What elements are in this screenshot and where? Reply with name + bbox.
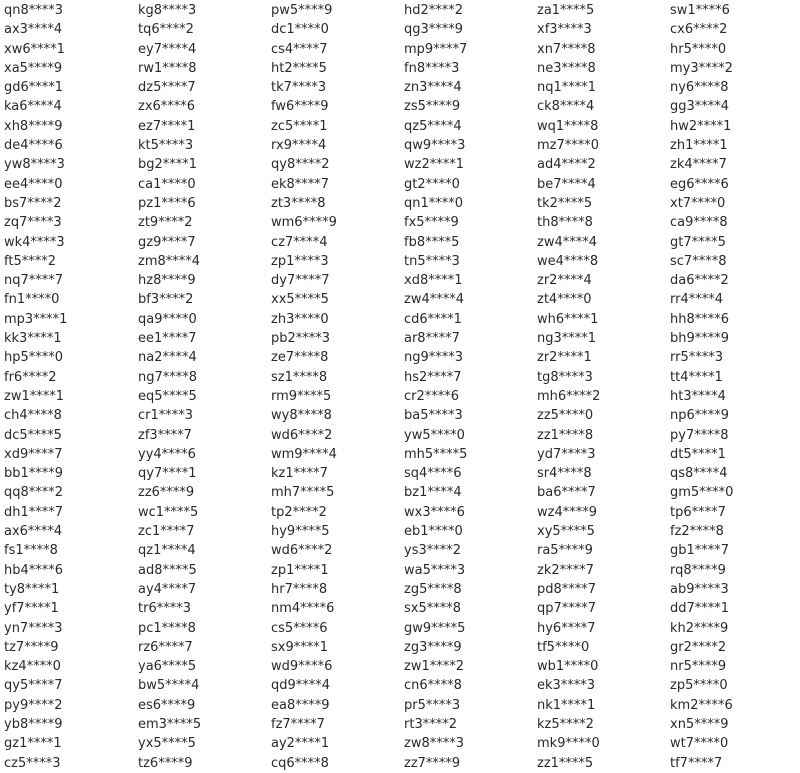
list-column-2 (134, 0, 267, 771)
list-item: dy7****7 (271, 273, 330, 289)
list-item: kt5****3 (138, 138, 194, 154)
list-item: qa9****0 (138, 311, 197, 327)
list-item: em3****5 (138, 716, 202, 732)
list-item: zp1****3 (271, 253, 329, 269)
list-column-6 (666, 0, 799, 771)
list-item: wk4****3 (4, 234, 65, 250)
list-item: xy5****5 (537, 524, 595, 540)
list-item: pd8****7 (537, 581, 597, 597)
list-item: sx5****8 (404, 601, 462, 617)
list-item: ay4****7 (138, 581, 197, 597)
list-item: ez7****1 (138, 118, 196, 134)
list-item: hr5****0 (670, 41, 727, 57)
list-item: kg8****3 (138, 3, 197, 18)
list-item: sx9****1 (271, 639, 329, 655)
list-item: dz5****7 (138, 80, 196, 96)
list-item: xw6****1 (4, 41, 65, 57)
list-item: gm5****0 (670, 485, 734, 501)
list-item: cz7****4 (271, 234, 328, 250)
list-item: tn5****3 (404, 253, 460, 269)
list-item: cq6****8 (271, 755, 329, 771)
list-item: yx5****5 (138, 736, 196, 752)
list-item: qn8****3 (4, 3, 64, 18)
list-item: bs7****2 (4, 195, 62, 211)
list-item: tz6****9 (138, 755, 193, 771)
list-item: fn1****0 (4, 292, 60, 308)
list-item: pz1****6 (138, 195, 196, 211)
list-item: ek8****7 (271, 176, 330, 192)
list-item: dh1****7 (4, 504, 64, 520)
list-item: kh2****9 (670, 620, 729, 636)
list-item: zh1****1 (670, 138, 728, 154)
list-item: bg2****1 (138, 157, 198, 173)
list-item: bz1****4 (404, 485, 462, 501)
list-item: dd7****1 (670, 601, 730, 617)
list-item: qd9****4 (271, 678, 331, 694)
list-item: tp2****2 (271, 504, 327, 520)
list-item: py7****8 (670, 427, 729, 443)
list-item: zz1****8 (537, 427, 594, 443)
list-item: qy7****1 (138, 466, 197, 482)
list-item: fz7****7 (271, 716, 325, 732)
list-item: hy9****5 (271, 524, 330, 540)
list-item: ay2****1 (271, 736, 330, 752)
list-item: ea8****9 (271, 697, 330, 713)
list-item: gz1****1 (4, 736, 62, 752)
list-item: qn1****0 (404, 195, 464, 211)
list-item: ng9****3 (404, 350, 464, 366)
list-item: rt3****2 (404, 716, 457, 732)
list-item: zt3****8 (271, 195, 326, 211)
list-item: cr1****3 (138, 408, 194, 424)
list-item: mp9****7 (404, 41, 468, 57)
list-item: tk7****3 (271, 80, 327, 96)
list-item: wd9****6 (271, 659, 333, 675)
list-item: qg3****9 (404, 22, 464, 38)
list-item: ze7****8 (271, 350, 329, 366)
list-item: wm6****9 (271, 215, 337, 231)
list-item: kk3****1 (4, 331, 62, 347)
list-item: ng3****1 (537, 331, 597, 347)
list-item: zg3****9 (404, 639, 462, 655)
list-item: ey7****4 (138, 41, 197, 57)
list-item: dc1****0 (271, 22, 329, 38)
list-item: zx6****6 (138, 99, 196, 115)
list-item: qw9****3 (404, 138, 466, 154)
list-item: zp1****1 (271, 562, 329, 578)
list-item: hs2****7 (404, 369, 462, 385)
list-item: hp5****0 (4, 350, 64, 366)
list-item: ch4****8 (4, 408, 62, 424)
list-item: wt7****0 (670, 736, 729, 752)
list-item: wd6****2 (271, 427, 333, 443)
list-item: zz7****9 (404, 755, 461, 771)
list-item: fr6****2 (4, 369, 57, 385)
list-item: tp6****7 (670, 504, 726, 520)
list-item: rw1****8 (138, 60, 197, 76)
list-item: xn7****8 (537, 41, 596, 57)
list-item: tt4****1 (670, 369, 723, 385)
list-item: xh8****9 (4, 118, 63, 134)
list-item: wq1****8 (537, 118, 599, 134)
list-item: xd9****7 (4, 446, 63, 462)
list-item: hh8****6 (670, 311, 730, 327)
list-item: zk2****7 (537, 562, 594, 578)
list-item: sc7****8 (670, 253, 727, 269)
list-item: ab9****3 (670, 581, 729, 597)
list-item: ht3****4 (670, 388, 726, 404)
list-item: zg5****8 (404, 581, 462, 597)
list-item: bf3****2 (138, 292, 194, 308)
list-item: hb4****6 (4, 562, 64, 578)
list-item: hr7****8 (271, 581, 328, 597)
list-item: tr6****3 (138, 601, 191, 617)
list-item: ad8****5 (138, 562, 197, 578)
list-item: zz5****0 (537, 408, 594, 424)
list-item: ax3****4 (4, 22, 63, 38)
list-item: fb8****5 (404, 234, 460, 250)
list-item: sw1****6 (670, 3, 730, 18)
list-item: yb8****9 (4, 716, 63, 732)
list-item: zm8****4 (138, 253, 201, 269)
list-item: my3****2 (670, 60, 733, 76)
list-item: mz7****0 (537, 138, 600, 154)
list-item: wz2****1 (404, 157, 464, 173)
list-item: kz4****0 (4, 659, 61, 675)
list-item: hw2****1 (670, 118, 732, 134)
list-column-3 (267, 0, 400, 771)
list-item: zw1****2 (404, 659, 464, 675)
list-item: kz5****2 (537, 716, 594, 732)
list-item: tf7****7 (670, 755, 723, 771)
list-item: we4****8 (537, 253, 599, 269)
list-item: zf3****7 (138, 427, 192, 443)
list-item: yd7****3 (537, 446, 596, 462)
list-item: nr5****9 (670, 659, 727, 675)
list-item: ax6****4 (4, 524, 63, 540)
list-item: eg6****6 (670, 176, 729, 192)
list-item: rr5****3 (670, 350, 724, 366)
list-item: zw4****4 (404, 292, 464, 308)
list-item: qz5****4 (404, 118, 462, 134)
list-item: hz8****9 (138, 273, 196, 289)
list-item: mp3****1 (4, 311, 68, 327)
list-item: wd6****2 (271, 543, 333, 559)
list-item: ee4****0 (4, 176, 63, 192)
list-item: ee1****7 (138, 331, 197, 347)
list-item: nq7****7 (4, 273, 64, 289)
list-item: cs5****6 (271, 620, 328, 636)
list-item: cd6****1 (404, 311, 462, 327)
list-item: wc1****5 (138, 504, 199, 520)
list-item: rm9****5 (271, 388, 332, 404)
list-item: kz1****7 (271, 466, 328, 482)
list-item: pr5****3 (404, 697, 461, 713)
list-column-1 (0, 0, 134, 771)
list-item: ne3****8 (537, 60, 596, 76)
list-item: gw9****5 (404, 620, 466, 636)
list-item: th8****8 (537, 215, 593, 231)
list-item: zk4****7 (670, 157, 727, 173)
list-item: za1****5 (537, 3, 595, 18)
list-item: ya6****5 (138, 659, 197, 675)
list-item: ft5****2 (4, 253, 56, 269)
list-item: gb1****7 (670, 543, 730, 559)
list-item: zp5****0 (670, 678, 728, 694)
list-item: zr2****1 (537, 350, 592, 366)
list-item: np6****9 (670, 408, 730, 424)
list-item: ty8****1 (4, 581, 60, 597)
list-item: be7****4 (537, 176, 596, 192)
list-item: zw4****4 (537, 234, 597, 250)
list-item: ba5****3 (404, 408, 463, 424)
list-item: hd2****2 (404, 3, 464, 18)
list-item: mh6****2 (537, 388, 601, 404)
list-item: cx6****2 (670, 22, 728, 38)
list-item: sz1****8 (271, 369, 328, 385)
list-item: zz6****9 (138, 485, 195, 501)
list-item: nq1****1 (537, 80, 597, 96)
list-item: rx9****4 (271, 138, 327, 154)
list-item: da6****2 (670, 273, 729, 289)
list-item: ka6****4 (4, 99, 62, 115)
list-item: eq5****5 (138, 388, 197, 404)
list-item: yn7****3 (4, 620, 63, 636)
list-item: ad4****2 (537, 157, 596, 173)
list-item: sr4****8 (537, 466, 592, 482)
list-item: nm4****6 (271, 601, 335, 617)
list-item: dc5****5 (4, 427, 62, 443)
list-item: bw5****4 (138, 678, 200, 694)
list-item: mh5****5 (404, 446, 468, 462)
list-item: ba6****7 (537, 485, 596, 501)
list-item: zc5****1 (271, 118, 328, 134)
list-item: yw5****0 (404, 427, 465, 443)
list-item: rq8****9 (670, 562, 726, 578)
list-item: zn3****4 (404, 80, 462, 96)
list-item: wz4****9 (537, 504, 597, 520)
list-item: es6****9 (138, 697, 196, 713)
list-item: tk2****5 (537, 195, 593, 211)
list-item: gt7****5 (670, 234, 726, 250)
list-item: wa5****3 (404, 562, 466, 578)
list-item: ny6****8 (670, 80, 729, 96)
list-item: xt7****0 (670, 195, 726, 211)
list-item: fn8****3 (404, 60, 460, 76)
list-item: zr2****4 (537, 273, 592, 289)
list-item: wb1****0 (537, 659, 599, 675)
list-item: nk1****1 (537, 697, 596, 713)
list-item: rr4****4 (670, 292, 724, 308)
list-item: pw5****9 (271, 3, 333, 18)
list-item: tf5****0 (537, 639, 590, 655)
list-item: wy8****8 (271, 408, 332, 424)
list-item: ra5****9 (537, 543, 593, 559)
list-item: ng7****8 (138, 369, 198, 385)
list-item: fw6****9 (271, 99, 329, 115)
list-item: qq8****2 (4, 485, 64, 501)
list-item: xx5****5 (271, 292, 329, 308)
list-item: bh9****9 (670, 331, 730, 347)
list-item: zz1****5 (537, 755, 594, 771)
list-item: tz7****9 (4, 639, 59, 655)
list-item: xa5****9 (4, 60, 63, 76)
list-item: wm9****4 (271, 446, 337, 462)
list-item: zq7****3 (4, 215, 62, 231)
list-item: pb2****3 (271, 331, 331, 347)
list-item: gt2****0 (404, 176, 460, 192)
list-item: zh3****0 (271, 311, 329, 327)
list-item: cz5****3 (4, 755, 61, 771)
list-item: cr2****6 (404, 388, 460, 404)
list-item: wx3****6 (404, 504, 465, 520)
list-item: ar8****7 (404, 331, 460, 347)
list-item: fs1****8 (4, 543, 58, 559)
list-item: gr2****2 (670, 639, 727, 655)
list-column-4 (400, 0, 533, 771)
list-item: qz1****4 (138, 543, 196, 559)
list-item: ck8****4 (537, 99, 595, 115)
list-item: hy6****7 (537, 620, 596, 636)
list-item: xf3****3 (537, 22, 592, 38)
list-item: tq6****2 (138, 22, 194, 38)
list-item: yf7****1 (4, 601, 59, 617)
list-item: zc1****7 (138, 524, 195, 540)
list-item: gd6****1 (4, 80, 64, 96)
list-item: xd8****1 (404, 273, 463, 289)
list-item: de4****6 (4, 138, 63, 154)
list-item: yw8****3 (4, 157, 65, 173)
list-item: fz2****8 (670, 524, 724, 540)
list-item: cs4****7 (271, 41, 328, 57)
list-item: zt9****2 (138, 215, 193, 231)
list-item: eb1****0 (404, 524, 463, 540)
list-item: zs5****9 (404, 99, 461, 115)
list-item: zw1****1 (4, 388, 64, 404)
list-item: gz9****7 (138, 234, 196, 250)
list-column-5 (533, 0, 666, 771)
list-item: sq4****6 (404, 466, 462, 482)
list-item: ca9****8 (670, 215, 728, 231)
list-item: mh7****5 (271, 485, 335, 501)
list-item: zt4****0 (537, 292, 592, 308)
list-item: xn5****9 (670, 716, 729, 732)
list-item: py9****2 (4, 697, 63, 713)
list-item: ht2****5 (271, 60, 327, 76)
list-item: qy5****7 (4, 678, 63, 694)
list-item: pc1****8 (138, 620, 196, 636)
list-item: tg8****3 (537, 369, 593, 385)
list-item: na2****4 (138, 350, 197, 366)
list-item: qp7****7 (537, 601, 597, 617)
list-item: km2****6 (670, 697, 733, 713)
list-item: wh6****1 (537, 311, 599, 327)
list-item: fx5****9 (404, 215, 459, 231)
list-item: ek3****3 (537, 678, 596, 694)
list-item: qs8****4 (670, 466, 728, 482)
list-item: cn6****8 (404, 678, 462, 694)
list-item: zw8****3 (404, 736, 464, 752)
list-item: ys3****2 (404, 543, 462, 559)
list-item: qy8****2 (271, 157, 330, 173)
list-item: bb1****9 (4, 466, 64, 482)
list-item: rz6****7 (138, 639, 193, 655)
list-item: mk9****0 (537, 736, 600, 752)
list-item: dt5****1 (670, 446, 726, 462)
list-item: ca1****0 (138, 176, 196, 192)
list-item: gg3****4 (670, 99, 730, 115)
list-item: yy4****6 (138, 446, 196, 462)
